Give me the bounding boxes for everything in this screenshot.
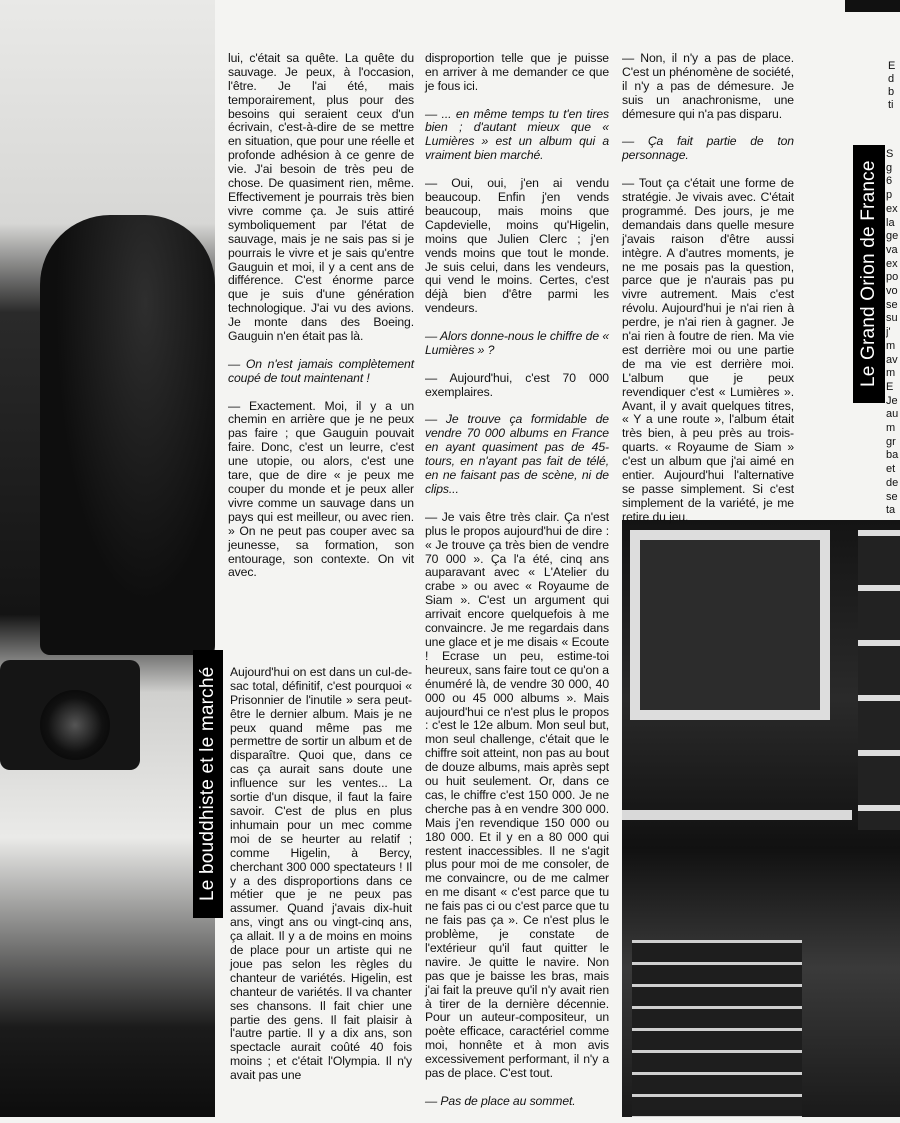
answer: — Exactement. Moi, il y a un chemin en arrière que je ne peux pas faire ; que Gauguin pouvait faire. Donc, c'est un leurre, c'est une utopie, ou alors, c'est une tare, que de dire « je peux me couper du monde et je peux aller vivre comme un sauvage dans un pays qui est meilleur, ou avec rien. » On ne peut pas couper avec sa jeunesse, sa formation, son entourage, son contexte. On vit avec. — [228, 398, 414, 580]
photo-shelf — [622, 810, 852, 820]
column-2 — [425, 38, 609, 1123]
paragraph: lui, c'était sa quête. La quête du sauvage. Je peux, à l'occasion, l'être. Je l'ai été, mais temporairement, plus pour des besoins qui seraient ceux d'un écrivain, c'est-à-dire de se mettre en situation, que pour une réelle et profonde adhésion à ce genre de vie. J'ai besoin de très peu de chose. De quasiment rien, même. Effectivement je pourrais très bien vivre comme ça. Je suis attiré symboliquement par l'état de sauvage, mais je ne sais pas si je pourrais le vivre et je sais qu'entre Gauguin et moi, il y a cent ans de différence. C'est énorme parce que je suis d'une génération technologique. J'ai vu des avions. Je monte dans des Boeing. Gauguin n'en était pas là. — [228, 50, 414, 344]
answer: — Non, il n'y a pas de place. C'est un phénomène de société, il n'y a pas de démesure. Je suis un anachronisme, une démesure qui n'a pas disparu. — [622, 50, 794, 121]
answer: — Oui, oui, j'en ai vendu beaucoup. Enfin j'en vends beaucoup, mais moins que Capdevielle, moins qu'Higelin, moins que Julien Clerc ; j'en vends moins que tout le monde. Je suis celui, dans les vendeurs, qui vend le moins. Certes, c'est déjà bien d'être parmi les vendeurs. — [425, 176, 609, 316]
edge-text-right: S g 6 p ex la ge va ex po vo se su j' m av m E Je au m gr ba et de se ta — [886, 148, 899, 517]
paragraph: Aujourd'hui on est dans un cul-de-sac total, définitif, c'est pourquoi « Prisonnier de l'inutile » sera peut-être le dernier album. Mais je ne peux quand même pas me permettre de sortir un album et de disparaître. Quoi que, dans ce cas ça aurait sans doute une influence sur les ventes... La sortie d'un disque, il faut la faire savoir. C'est de plus en plus inhumain pour un mec comme moi de se heurter au relatif ; comme Higelin, à Bercy, cherchant 300 000 spectateurs ! Il y a des disproportions dans ce métier que je ne peux pas assumer. Quand j'avais dix-huit ans, vingt ans ou vingt-cinq ans, ça allait. Il y a de moins en moins de place pour un artiste qui ne joue pas selon les règles du chanteur de variétés. Higelin, est chanteur de variétés. Il va chanter ses chansons. Il fait chier une partie des gens. Il fait plaisir à l'autre partie. Il y a dix ans, son spectacle aurait coûté 40 fois moins ; et c'était l'Olympia. Il n'y avait pas une — [230, 664, 412, 1083]
column-1-top — [228, 38, 414, 594]
paragraph: disproportion telle que je puisse en arriver à me demander ce que je fous ici. — [425, 50, 609, 93]
photo-subject — [40, 215, 215, 655]
answer: — Aujourd'hui, c'est 70 000 exemplaires. — [425, 370, 609, 399]
section-label-left — [193, 650, 223, 918]
question: — Ça fait partie de ton personnage. — [622, 134, 794, 163]
question: — ... en même temps tu t'en tires bien ; d'autant mieux que « Lumières » est un album qui a vraiment bien marché. — [425, 106, 609, 163]
section-label-right — [853, 145, 885, 403]
section-label-left-text: Le bouddhiste et le marché — [197, 666, 218, 902]
camera-lens — [40, 690, 110, 760]
answer: — Je vais être très clair. Ça n'est plus le propos aujourd'hui de dire : « Je trouve ça très bien de vendre 70 000 ». Ça l'a été, cinq ans auparavant avec « L'Atelier du crabe » ou avec « Royaume de Siam ». C'est un argument qui arrivait encore quelquefois à me convaincre. Je me regardais dans une glace et je me disais « Ecoute ! Ecrase un peu, estime-toi heureux, sans faire tout ce qu'on a énuméré là, de vendre 30 000, 40 000 ou 45 000 albums ». Mais aujourd'hui ce n'est plus le propos : c'est le 12e album. Mon seul but, mon seul challenge, c'était que le chiffre soit atteint, non pas au bout de douze albums, mais après sept ou huit seulement. Or, dans ce cas, le chiffre c'est 150 000. Je ne cherche pas à en vendre 300 000. Mais j'en revendique 150 000 ou 180 000. Et il y en a 80 000 qui restent inaccessibles. Il ne s'agit plus pour moi de me consoler, de me convaincre, ou de me calmer en me disant « c'est parce que tu ne fais pas ci ou c'est parce que tu ne fais pas ça ». Ce n'est plus le problème, je constate de l'extérieur qu'il faut quitter le navire. Je quitte le navire. Non pas que je baisse les bras, mais j'ai fait la preuve qu'il n'y avait rien à tirer de la dernière décennie. Pour un auteur-compositeur, un poète efficace, caractériel comme moi, honnête et à mon avis excessivement performant, il n'y a pas de place. C'est tout. — [425, 509, 609, 1081]
photo-left — [0, 0, 215, 1117]
section-label-right-text: Le Grand Orion de France — [858, 160, 879, 388]
answer: — Tout ça c'était une forme de stratégie. Je vivais avec. C'était programmé. Des jours, je me demandais dans quelle mesure j'avais raison d'être aussi intègre. A d'autres moments, je ne me posais pas la question, parce que je n'aurais pas pu vivre autrement. Mais c'est révolu. Aujourd'hui je n'ai rien à perdre, je n'ai rien à gagner. Je n'ai rien à foutre de rien. Ma vie est derrière moi ou une partie de ma vie est derrière moi. L'album que je peux revendiquer c'est « Lumières ». Avant, il y avait quelques titres, « Y a une route », l'album était très bien, à peu près au trois-quarts. « Royaume de Siam » c'est un album que j'ai aimé en entier. Aujourd'hui l'alternative se passe simplement. Si c'est simplement de la variété, je me retire du jeu. — [622, 176, 794, 524]
column-3 — [622, 38, 794, 539]
edge-text-top: E d b ti — [888, 60, 896, 111]
question: — Pas de place au sommet. — [425, 1093, 576, 1108]
question: — On n'est jamais complètement coupé de tout maintenant ! — [228, 356, 414, 385]
column-1-bottom — [230, 652, 412, 1097]
photo-right — [622, 520, 900, 1117]
photo-wall-frames — [858, 530, 900, 830]
edge-black-bar — [845, 0, 900, 12]
photo-picture-frame — [630, 530, 830, 720]
question: — Alors donne-nous le chiffre de « Lumières » ? — [425, 329, 609, 357]
question: — Je trouve ça formidable de vendre 70 000 albums en France en ayant quasiment pas de 45-tours, en n'ayant pas fait de télé, en ne faisant pas de scène, ni de clips... — [425, 412, 609, 496]
photo-rack — [632, 940, 802, 1117]
